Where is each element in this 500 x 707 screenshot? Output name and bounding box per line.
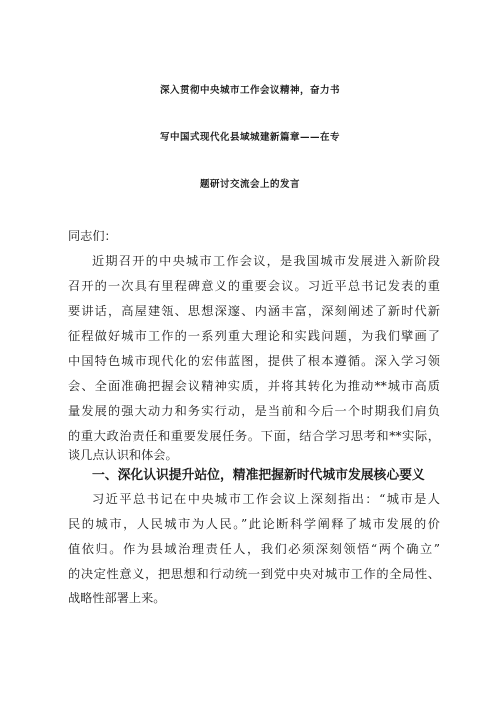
- salutation: 同志们：: [68, 229, 117, 243]
- paragraph-1-line: 要讲话，高屋建瓴、思想深邃、内涵丰富，深刻阐述了新时代新: [68, 304, 440, 318]
- paragraph-2-line: 战略性部署上来。: [68, 591, 166, 605]
- paragraph-2-line: 民的城市，人民城市为人民。”此论断科学阐释了城市发展的价: [68, 517, 440, 531]
- paragraph-1-line: 的重大政治责任和重要发展任务。下面，结合学习思考和**实际，: [68, 429, 440, 443]
- paragraph-1-line: 谈几点认识和体会。: [68, 448, 178, 462]
- document-title-line-1: 深入贯彻中央城市工作会议精神，奋力书: [159, 85, 340, 96]
- paragraph-1-line: 会、全面准确把握会议精神实质，并将其转化为推动**城市高质: [68, 379, 440, 393]
- paragraph-1-line: 召开的一次具有里程碑意义的重要会议。习近平总书记发表的重: [68, 279, 440, 293]
- paragraph-1-line: 近期召开的中央城市工作会议，是我国城市发展进入新阶段: [92, 254, 440, 268]
- section-heading-1: 一、深化认识提升站位，精准把握新时代城市发展核心要义: [92, 468, 425, 483]
- paragraph-1-line: 中国特色城市现代化的宏伟蓝图，提供了根本遵循。深入学习领: [68, 354, 440, 368]
- paragraph-2-line: 习近平总书记在中央城市工作会议上深刻指出：“城市是人: [92, 492, 440, 506]
- paragraph-1-line: 量发展的强大动力和务实行动，是当前和今后一个时期我们肩负: [68, 404, 440, 418]
- document-title-line-3: 题研讨交流会上的发言: [199, 179, 300, 190]
- paragraph-2-line: 的决定性意义，把思想和行动统一到党中央对城市工作的全局性、: [68, 567, 440, 581]
- document-title-line-2: 写中国式现代化县域城建新篇章——在专: [159, 132, 340, 143]
- paragraph-1-line: 征程做好城市工作的一系列重大理论和实践问题，为我们擘画了: [68, 329, 440, 343]
- paragraph-2-line: 值依归。作为县域治理责任人，我们必须深刻领悟“两个确立”: [68, 542, 440, 556]
